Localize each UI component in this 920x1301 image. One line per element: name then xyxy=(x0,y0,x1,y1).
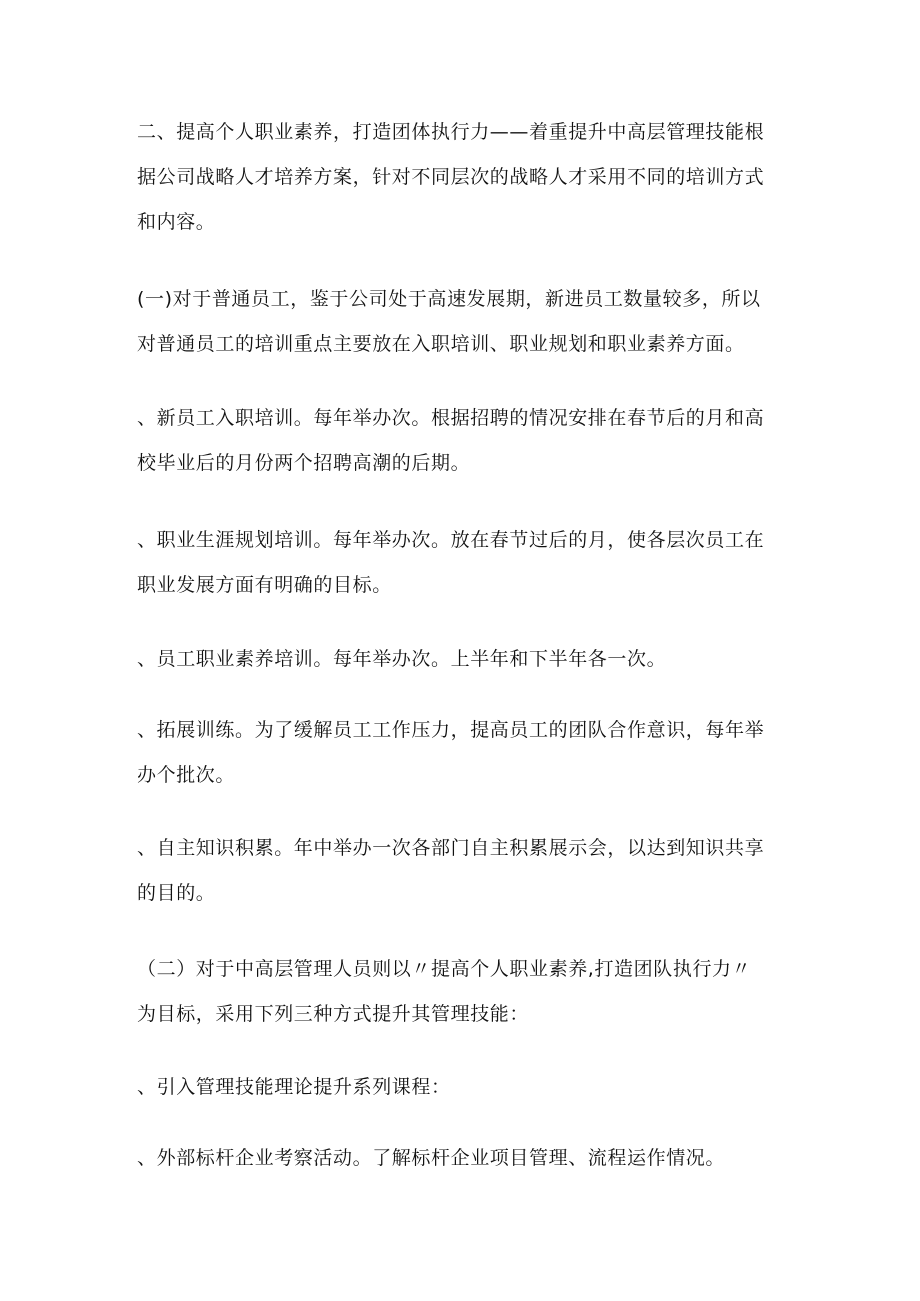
sub-two-paragraph xyxy=(137,947,789,1037)
text-line: 职业发展方面有明确的目标。 xyxy=(137,574,392,596)
text-line: 办个批次。 xyxy=(137,764,236,786)
sub-one-paragraph xyxy=(137,277,789,367)
text-line: 、职业生涯规划培训。每年举办次。放在春节过后的月，使各层次员工在 xyxy=(137,529,765,551)
text-line: 据公司战略人才培养方案，针对不同层次的战略人才采用不同的培训方式 xyxy=(137,166,765,188)
professional-literacy-paragraph xyxy=(137,637,789,682)
text-line: 、新员工入职培训。每年举办次。根据招聘的情况安排在春节后的月和高 xyxy=(137,407,765,429)
text-line: 、自主知识积累。年中举办一次各部门自主积累展示会，以达到知识共享 xyxy=(137,837,765,859)
career-planning-paragraph xyxy=(137,518,789,608)
benchmark-visit-paragraph xyxy=(137,1136,789,1181)
new-staff-training-paragraph xyxy=(137,396,789,486)
text-line: 的目的。 xyxy=(137,882,216,904)
text-line: 和内容。 xyxy=(137,211,216,233)
management-theory-paragraph xyxy=(137,1065,789,1110)
text-line: 、引入管理技能理论提升系列课程： xyxy=(137,1076,451,1098)
text-line: 、拓展训练。为了缓解员工工作压力，提高员工的团队合作意识，每年举 xyxy=(137,719,765,741)
text-line: 对普通员工的培训重点主要放在入职培训、职业规划和职业素养方面。 xyxy=(137,333,745,355)
text-line: （二）对于中高层管理人员则以〃提高个人职业素养,打造团队执行力〃 xyxy=(137,958,752,980)
text-line: 、员工职业素养培训。每年举办次。上半年和下半年各一次。 xyxy=(137,648,667,670)
text-line: 为目标，采用下列三种方式提升其管理技能： xyxy=(137,1003,530,1025)
expansion-training-paragraph xyxy=(137,708,789,798)
text-line: 二、提高个人职业素养，打造团体执行力——着重提升中高层管理技能根 xyxy=(137,121,765,143)
text-line: (一)对于普通员工，鉴于公司处于高速发展期，新进员工数量较多，所以 xyxy=(137,288,761,310)
text-line: 校毕业后的月份两个招聘高潮的后期。 xyxy=(137,452,471,474)
section-two-paragraph xyxy=(137,110,789,245)
knowledge-accumulation-paragraph xyxy=(137,826,789,916)
text-line: 、外部标杆企业考察活动。了解标杆企业项目管理、流程运作情况。 xyxy=(137,1147,726,1169)
